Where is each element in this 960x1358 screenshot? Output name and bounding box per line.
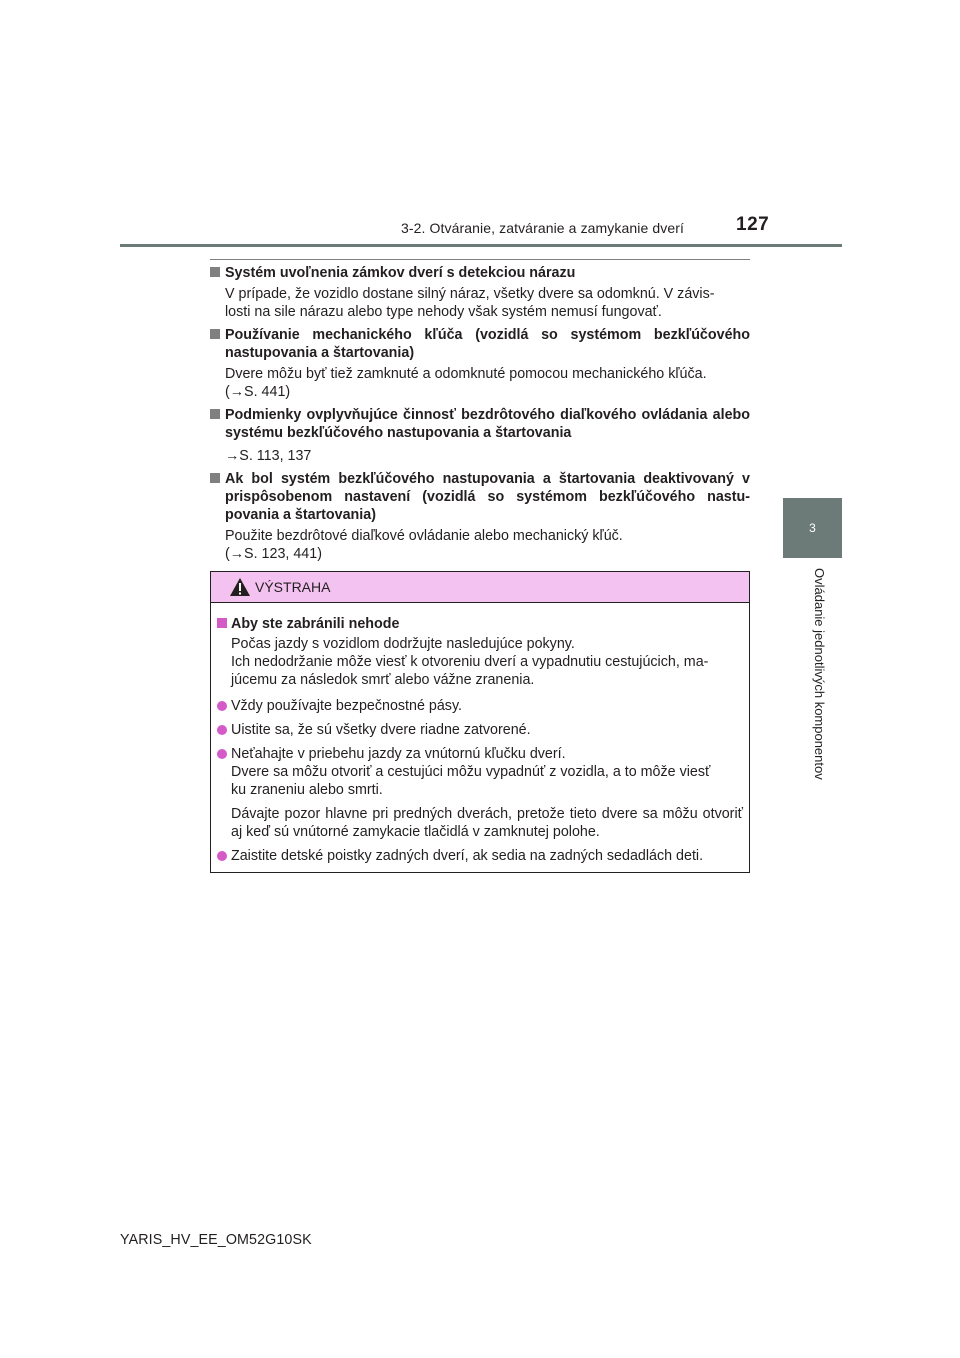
section-title: Systém uvoľnenia zámkov dverí s detekciou nárazu — [225, 265, 576, 281]
warning-title: Aby ste zabránili nehode — [231, 616, 400, 632]
warning-extra-paragraph: Dávajte pozor hlavne pri predných dverách, pretože tieto dvere sa môžu otvoriť aj keď sú vnútorné zamykacie tlačidlá v zamknutej polohe. — [231, 806, 743, 840]
bullet-text: Zaistite detské poistky zadných dverí, ak sedia na zadných sedadlách deti. — [231, 848, 704, 864]
warning-header — [211, 572, 749, 603]
footer-code: YARIS_HV_EE_OM52G10SK — [120, 1232, 312, 1248]
intro-line: Ich nedodržanie môže viesť k otvoreniu dverí a vypadnutiu cestujúcich, ma- — [231, 654, 709, 670]
section-title: Ak bol systém bezkľúčového nastupovania a štartovania deaktivovaný v prispôsobenom nastavení (vozidlá so systémom bezkľúčového nastu-povania a štartovania) — [225, 471, 750, 523]
section-mechanical-key — [210, 326, 750, 401]
warning-bullet — [217, 745, 743, 799]
warning-triangle-icon — [229, 577, 251, 597]
square-bullet-icon — [210, 473, 220, 483]
intro-line: júcemu za následok smrť alebo vážne zranenia. — [231, 672, 535, 688]
content — [210, 264, 750, 568]
warning-label: VÝSTRAHA — [255, 579, 331, 595]
header-title: 3-2. Otváranie, zatváranie a zamykanie dverí — [401, 220, 684, 236]
square-bullet-icon — [217, 618, 227, 628]
warning-box — [210, 571, 750, 873]
section-body — [225, 365, 750, 401]
warning-bullet — [217, 697, 743, 715]
warning-bullet — [217, 847, 743, 865]
side-tab-number: 3 — [809, 521, 816, 535]
bullet-text-cont: Dvere sa môžu otvoriť a cestujúci môžu vypadnúť z vozidla, a to môže viesť — [231, 764, 711, 780]
section-crash-unlock — [210, 264, 750, 321]
page-number: 127 — [736, 214, 770, 235]
warning-body — [211, 603, 749, 865]
circle-bullet-icon — [217, 851, 227, 861]
square-bullet-icon — [210, 329, 220, 339]
header-rule — [120, 244, 842, 247]
section-body — [225, 285, 750, 321]
section-conditions — [210, 406, 750, 465]
body-line: losti na sile nárazu alebo type nehody však systém nemusí fungovať. — [225, 304, 662, 320]
side-label: Ovládanie jednotlivých komponentov — [812, 568, 827, 780]
square-bullet-icon — [210, 409, 220, 419]
body-line: Použite bezdrôtové diaľkové ovládanie alebo mechanický kľúč. — [225, 528, 623, 544]
section-body — [225, 447, 750, 465]
square-bullet-icon — [210, 267, 220, 277]
circle-bullet-icon — [217, 725, 227, 735]
section-title: Podmienky ovplyvňujúce činnosť bezdrôtového diaľkového ovládania alebo systému bezkľúčového nastupovania a štartovania — [225, 407, 750, 441]
body-line: Dvere môžu byť tiež zamknuté a odomknuté pomocou mechanického kľúča. — [225, 366, 707, 382]
warning-intro — [231, 635, 743, 689]
circle-bullet-icon — [217, 749, 227, 759]
bullet-text-cont: ku zraneniu alebo smrti. — [231, 782, 383, 798]
circle-bullet-icon — [217, 701, 227, 711]
bullet-text: Vždy používajte bezpečnostné pásy. — [231, 698, 463, 714]
bullet-text: Neťahajte v priebehu jazdy za vnútornú kľučku dverí. — [231, 746, 566, 762]
intro-line: Počas jazdy s vozidlom dodržujte nasledujúce pokyny. — [231, 636, 575, 652]
body-line: →S. 113, 137 — [225, 448, 312, 464]
section-deactivated — [210, 470, 750, 563]
section-title: Používanie mechanického kľúča (vozidlá so systémom bezkľúčového nastupovania a štartovania) — [225, 327, 750, 361]
body-line: V prípade, že vozidlo dostane silný náraz, všetky dvere sa odomknú. V závis- — [225, 286, 715, 302]
body-line: (→S. 441) — [225, 384, 291, 400]
section-body — [225, 527, 750, 563]
thin-rule — [210, 259, 750, 260]
bullet-text: Uistite sa, že sú všetky dvere riadne zatvorené. — [231, 722, 531, 738]
body-line: (→S. 123, 441) — [225, 546, 322, 562]
warning-section — [217, 615, 743, 689]
side-tab — [783, 498, 842, 558]
warning-bullet — [217, 721, 743, 739]
